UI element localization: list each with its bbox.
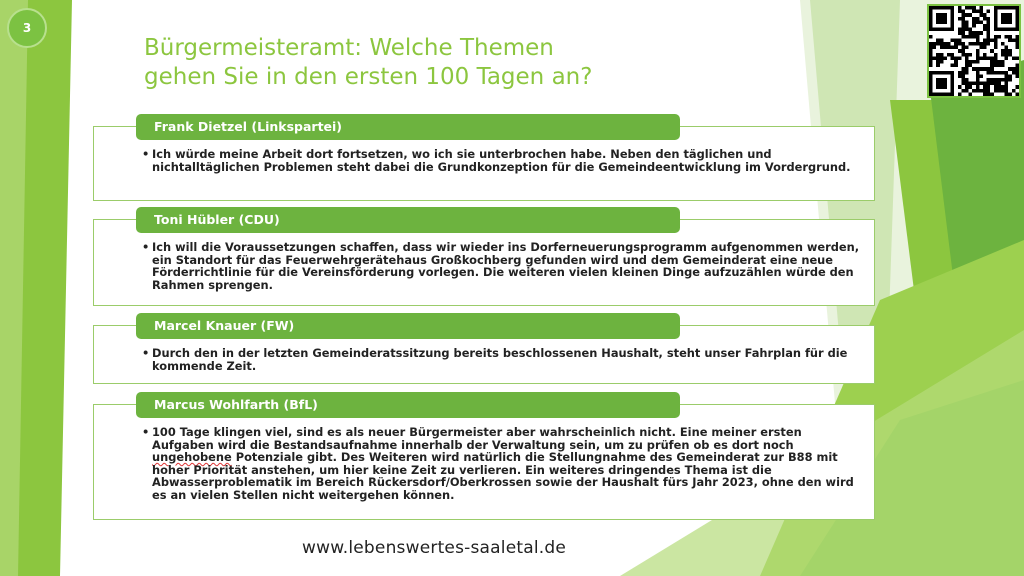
footer-url: www.lebenswertes-saaletal.de bbox=[302, 538, 567, 558]
candidate-answer: • Durch den in der letzten Gemeinderatssitzung bereits beschlossenen Haushalt, steht unser Fahrplan für die kommende Zeit. bbox=[152, 347, 862, 372]
answer-text-part: Potenziale gibt. Des Weiteren wird natürlich die Stellungnahme des Gemeinderat zur B88 mit hoher Priorität anstehen, um hier keine Zeit zu verlieren. Ein weiteres dringendes Thema ist die Abwasserproblematik im Bereich Rückersdorf/Oberkrossen sowie der Haushalt fürs Jahr 2023, ohne den wird es an vielen Stellen nicht weitergehen können. bbox=[152, 450, 854, 502]
candidate-name-header: Frank Dietzel (Linkspartei) bbox=[136, 114, 680, 140]
candidate-answer bbox=[152, 426, 862, 502]
candidate-answer-box bbox=[93, 404, 875, 520]
candidate-card-wohlfarth bbox=[93, 392, 875, 520]
candidate-card-huebler bbox=[93, 207, 875, 306]
candidate-name-header: Marcel Knauer (FW) bbox=[136, 313, 680, 339]
candidate-card-knauer bbox=[93, 313, 875, 384]
candidate-name-header: Toni Hübler (CDU) bbox=[136, 207, 680, 233]
slide-number-badge: 3 bbox=[7, 8, 47, 48]
slide-title: Bürgermeisteramt: Welche Themen gehen Sie in den ersten 100 Tagen an? bbox=[144, 35, 593, 90]
candidate-answer: • Ich will die Voraussetzungen schaffen, dass wir wieder ins Dorferneuerungsprogramm aufgenommen werden, ein Standort für das Feuerwehrgerätehaus Großkochberg gefunden wird und dem Gemeinderat eine neue Förderrichtlinie für die Vereinsförderung vorlegen. Die weiteren vielen kleinen Dinge aufzuzählen würde den Rahmen sprengen. bbox=[152, 241, 862, 291]
qr-code bbox=[927, 4, 1021, 98]
answer-text-part: 100 Tage klingen viel, sind es als neuer Bürgermeister aber wahrscheinlich nicht. Eine meiner ersten Aufgaben wird die Bestandsaufnahme innerhalb der Verwaltung sein, um zu prüfen ob es dort noch bbox=[152, 425, 802, 452]
candidate-card-dietzel bbox=[93, 114, 875, 201]
candidate-name-header: Marcus Wohlfarth (BfL) bbox=[136, 392, 680, 418]
spellcheck-marked-word: ungehobene bbox=[152, 450, 232, 465]
candidate-answer: • Ich würde meine Arbeit dort fortsetzen, wo ich sie unterbrochen habe. Neben den täglichen und nichtalltäglichen Problemen steht dabei die Grundkonzeption für die Gemeindeentwicklung im Vordergrund. bbox=[152, 148, 862, 173]
